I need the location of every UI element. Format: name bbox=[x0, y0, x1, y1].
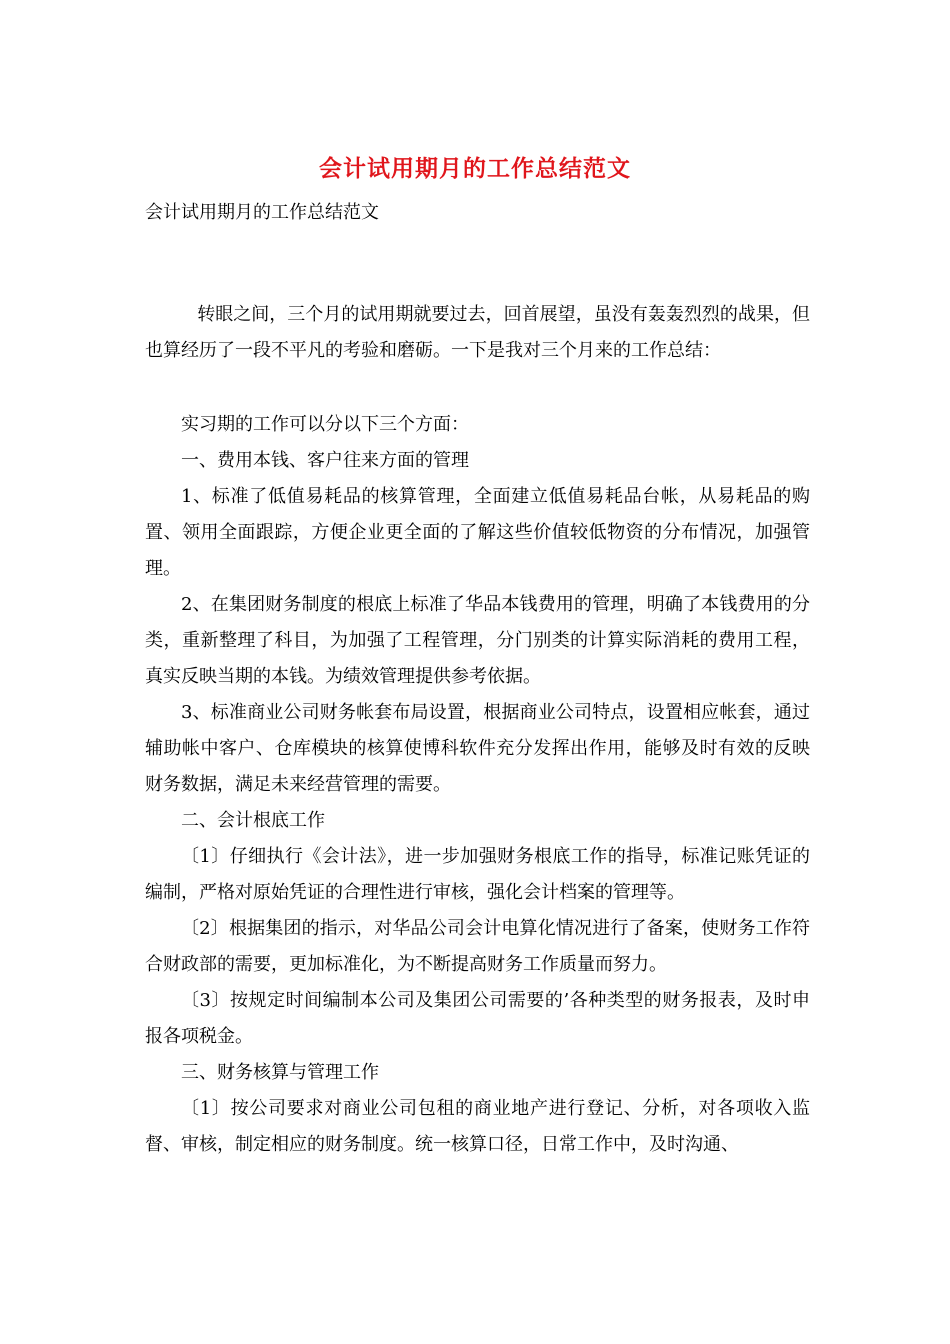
body-paragraph: 〔1〕按公司要求对商业公司包租的商业地产进行登记、分析，对各项收入监督、审核，制定相应的财务制度。统一核算口径，日常工作中，及时沟通、 bbox=[145, 1098, 810, 1155]
body-paragraph: 〔1〕仔细执行《会计法》，进一步加强财务根底工作的指导，标准记账凭证的编制，严格对原始凭证的合理性进行审核，强化会计档案的管理等。 bbox=[145, 846, 810, 903]
section-heading-2: 二、会计根底工作 bbox=[181, 810, 325, 831]
main-content bbox=[145, 407, 810, 1163]
section-heading-3: 三、财务核算与管理工作 bbox=[181, 1062, 379, 1083]
body-paragraph: 2、在集团财务制度的根底上标准了华品本钱费用的管理，明确了本钱费用的分类，重新整理了科目，为加强了工程管理，分门别类的计算实际消耗的费用工程，真实反映当期的本钱。为绩效管理提供参考依据。 bbox=[145, 594, 810, 687]
intro-section bbox=[145, 297, 810, 369]
document-subtitle: 会计试用期月的工作总结范文 bbox=[145, 202, 379, 223]
body-paragraph: 1、标准了低值易耗品的核算管理，全面建立低值易耗品台帐，从易耗品的购置、领用全面跟踪，方便企业更全面的了解这些价值较低物资的分布情况，加强管理。 bbox=[145, 486, 810, 579]
body-paragraph: 〔3〕按规定时间编制本公司及集团公司需要的’各种类型的财务报表，及时申报各项税金。 bbox=[145, 990, 810, 1047]
section-heading-1: 一、费用本钱、客户往来方面的管理 bbox=[181, 450, 469, 471]
body-paragraph: 3、标准商业公司财务帐套布局设置，根据商业公司特点，设置相应帐套，通过辅助帐中客户、仓库模块的核算使博科软件充分发挥出作用，能够及时有效的反映财务数据，满足未来经营管理的需要。 bbox=[145, 702, 810, 795]
section-intro-paragraph: 实习期的工作可以分以下三个方面： bbox=[181, 414, 469, 435]
document-title: 会计试用期月的工作总结范文 bbox=[319, 155, 631, 182]
intro-paragraph: 转眼之间，三个月的试用期就要过去，回首展望，虽没有轰轰烈烈的战果，但也算经历了一段不平凡的考验和磨砺。一下是我对三个月来的工作总结： bbox=[145, 304, 810, 361]
body-paragraph: 〔2〕根据集团的指示，对华品公司会计电算化情况进行了备案，使财务工作符合财政部的需要，更加标准化，为不断提高财务工作质量而努力。 bbox=[145, 918, 810, 975]
